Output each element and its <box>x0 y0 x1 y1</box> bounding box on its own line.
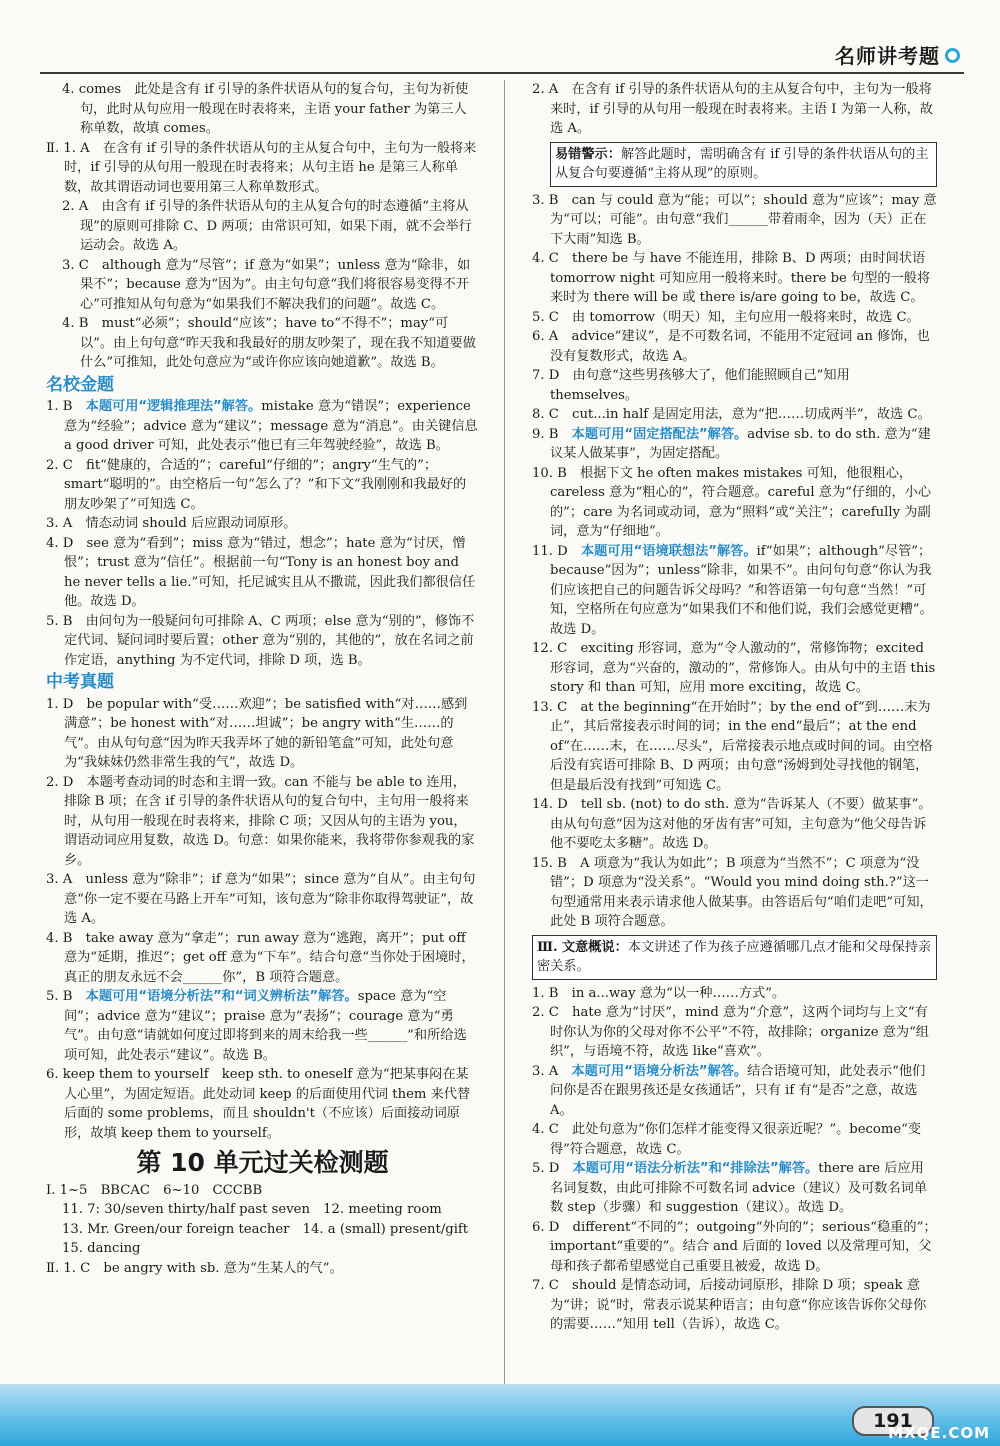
method-highlight: 本题可用“逻辑推理法”解答。 <box>85 399 262 414</box>
right-column <box>532 80 937 1335</box>
answer-item: 5. C 由 tomorrow（明天）知，主句应用一般将来时，故选 C。 <box>532 309 920 325</box>
footer-band <box>0 1384 1000 1446</box>
item-text: advise sb. to do sth. 意为“建议某人做某事”，为固定搭配。 <box>550 426 931 461</box>
answer-key-line: 13. Mr. Green/our foreign teacher 14. a (small) present/gift <box>62 1221 469 1237</box>
answer-key-line: Ⅱ. 1. C be angry with sb. 意为“生某人的气”。 <box>46 1260 343 1276</box>
answer-item: 14. D tell sb. (not) to do sth. 意为“告诉某人（不要）做某事”。由从句句意“因为这对他的牙齿有害”可知，主句意为“他父母告诉他不要吃太多糖”。故选 D。 <box>532 797 932 851</box>
item-text: 结合语境可知，此处表示“他们问你是否在跟男孩还是女孩通话”，只有 if 有“是否”之意，故选 A。 <box>550 1063 926 1118</box>
answer-item <box>532 1062 937 1121</box>
method-highlight: 本题可用“语境联想法”解答。 <box>580 543 757 559</box>
header-rule <box>40 72 964 74</box>
answer-item: 3. B can 与 could 意为“能；可以”；should 意为“应该”；may 意为“可以；可能”。由句意“我们______带着雨伞，因为（天）正在下大雨”知选 B。 <box>532 192 937 247</box>
answer-item: 4. C there be 与 have 不能连用，排除 B、D 两项；由时间状语 tomorrow night 可知应用一般将来时。there be 句型的一般将来时为 there will be 或 there is/are going to be，故选 C。 <box>532 251 931 305</box>
summary-box <box>532 935 937 980</box>
item-text: space 意为“空间”；advice 意为“建议”；praise 意为“表扬”；courage 意为“勇气”。由句意“请就如何度过即将到来的周末给我一些______”和所给选项可知，此处表示“建议”。故选 B。 <box>64 989 467 1063</box>
answer-item: 12. C exciting 形容词，意为“令人激动的”，常修饰物；excited 形容词，意为“兴奋的，激动的”，常修饰人。由从句中的主语 this story 和 than 可知，应用 more exciting，故选 C。 <box>532 641 936 695</box>
box-text: 解答此题时，需明确含有 if 引导的条件状语从句的主从复合句要遵循“主将从现”的原则。 <box>555 146 929 181</box>
answer-item: 10. B 根据下文 he often makes mistakes 可知，他很粗心，careless 意为“粗心的”，符合题意。careful 意为“仔细的，小心的”；care 为名词或动词，意为“照料”或“关注”；carefully 为副词，意为“仔细地”。 <box>532 465 932 539</box>
circle-bullet-icon <box>945 48 960 63</box>
answer-item: 4. comes 此处是含有 if 引导的条件状语从句的复合句，主句为祈使句，此时从句应用一般现在时表将来，主语 your father 为第三人称单数，故填 comes。 <box>62 82 469 136</box>
error-warning-box <box>550 142 937 187</box>
item-number: 3. A <box>532 1063 559 1079</box>
item-number: 5. D <box>532 1161 560 1176</box>
answer-item: 4. D see 意为“看到”；miss 意为“错过，想念”；hate 意为“讨厌，憎恨”；trust 意为“信任”。根据前一句“Tony is an honest boy and he never tells a lie.”可知，托尼诚实且从不撒谎，因此我们都很信任他。故选 D。 <box>46 535 476 609</box>
column-divider <box>504 80 505 1386</box>
box-lead: 文意概说： <box>561 939 628 955</box>
answer-item <box>46 397 479 456</box>
answer-item: 3. C although 意为“尽管”；if 意为“如果”；unless 意为“除非，如果不”；because 意为“因为”。由主句句意“我们将很容易变得不开心”可推知从句句意为“如果我们不解决我们的问题”。故选 C。 <box>62 257 471 312</box>
answer-item: 7. D 由句意“这些男孩够大了，他们能照顾自己”知用 themselves。 <box>532 368 850 403</box>
page-header <box>0 0 1000 80</box>
item-number: 11. D <box>532 543 568 559</box>
section-label: Ⅲ. <box>537 939 558 955</box>
answer-item: 1. B in a...way 意为“以一种……方式”。 <box>532 985 786 1001</box>
answer-item <box>46 987 479 1065</box>
answer-key-line: 11. 7: 30/seven thirty/half past seven 12. meeting room <box>62 1202 442 1217</box>
answer-item: 5. B 由问句为一般疑问句可排除 A、C 两项；else 意为“别的”，修饰不定代词、疑问词时要后置；other 意为“别的，其他的”，放在名词之前作定语，anything 为不定代词，排除 D 项，选 B。 <box>46 613 475 668</box>
answer-item: 4. C 此处句意为“你们怎样才能变得又很亲近呢？”。become“变得”符合题意，故选 C。 <box>532 1122 922 1157</box>
answer-item: 2. C hate 意为“讨厌”，mind 意为“介意”，这两个词均与上文“有时你认为你的父母对你不公平”不符，故排除；organize 意为“组织”，与语境不符，故选 like“喜欢”。 <box>532 1005 929 1059</box>
item-number: 1. B <box>46 399 73 414</box>
answer-item: 2. A 由含有 if 引导的条件状语从句的主从复合句的时态遵循“主将从现”的原则可排除 C、D 两项；由常识可知，如果下雨，就不会举行运动会。故选 A。 <box>62 199 472 253</box>
answer-item: 7. C should 是情态动词，后接动词原形，排除 D 项；speak 意为“讲；说”时，常表示说某种语言；由句意“你应该告诉你父母你的需要……”知用 tell（告诉），故选 C。 <box>532 1278 927 1332</box>
box-lead: 易错警示： <box>555 146 621 162</box>
answer-key-line: Ⅰ. 1~5 BBCAC 6~10 CCCBB <box>46 1182 263 1198</box>
answer-item: 6. D different“不同的”；outgoing“外向的”；serious“稳重的”；important“重要的”。结合 and 后面的 loved 以及常理可知，父母和孩子都希望感觉自己重要且被爱，故选 D。 <box>532 1219 937 1274</box>
box-text: 本文讲述了作为孩子应遵循哪几点才能和父母保持亲密关系。 <box>537 939 932 974</box>
answer-item: 4. B must“必须”；should“应该”；have to“不得不”；may“可以”。由上句句意“昨天我和我最好的朋友吵架了，现在我不知道要做什么”可推知，此处句意应为“或许你应该向她道歉”。故选 B。 <box>62 316 476 370</box>
method-highlight: 本题可用“语法分析法”和“排除法”解答。 <box>572 1161 819 1176</box>
item-text: there are 后应用名词复数，由此可排除不可数名词 advice（建议）及可数名词单数 step（步骤）和 suggestion（建议）。故选 D。 <box>550 1161 928 1215</box>
answer-item: 3. A 情态动词 should 后应跟动词原形。 <box>46 516 297 531</box>
item-number: 9. B <box>532 426 559 442</box>
header-brand: 名师讲考题 <box>835 44 940 68</box>
answer-item: 1. D be popular with“受……欢迎”；be satisfied with“对……感到满意”；be honest with“对……坦诚”；be angry with“生……的气”。由从句句意“因为昨天我弄坏了她的新铅笔盒”可知，此处句意为“我妹妹仍然非常生我的气”，故选 D。 <box>46 696 468 770</box>
unit-title: 第 10 单元过关检测题 <box>136 1148 389 1177</box>
item-text: mistake 意为“错误”；experience 意为“经验”；advice 意为“建议”；message 意为“消息”。由关键信息 a good driver 可知，此处表示“他已有三年驾驶经验”，故选 B。 <box>64 399 478 453</box>
answer-item: 6. keep them to yourself keep sth. to oneself 意为“把某事闷在某人心里”，为固定短语。此处动词 keep 的后面使用代词 them 来代替后面的 some problems，而且 shouldn't（不应该）后面接动词原形，故填 keep them to yourself。 <box>46 1067 471 1141</box>
section-heading-mingxiao: 名校金题 <box>46 374 114 395</box>
answer-item: 15. B A 项意为“我认为如此”；B 项意为“当然不”；C 项意为“没错”；D 项意为“没关系”。“Would you mind doing sth.?”这一句型通常用来表示请求他人做某事。由答语后句“咱们走吧”可知，此处 B 项符合题意。 <box>532 855 933 929</box>
answer-item: 2. A 在含有 if 引导的条件状语从句的主从复合句中，主句为一般将来时，if 引导的从句用一般现在时表将来。主语 I 为第一人称，故选 A。 <box>532 82 933 136</box>
item-number: 5. B <box>46 989 73 1004</box>
method-highlight: 本题可用“语境分析法”解答。 <box>571 1063 748 1079</box>
page-number: 191 <box>852 1406 934 1436</box>
answer-item <box>532 542 937 640</box>
method-highlight: 本题可用“固定搭配法”解答。 <box>571 426 748 442</box>
answer-item <box>532 425 937 464</box>
answer-item: Ⅱ. 1. A 在含有 if 引导的条件状语从句的主从复合句中，主句为一般将来时，if 引导的从句用一般现在时表将来；从句主语 he 是第三人称单数，故其谓语动词也要用第三人称单数形式。 <box>46 140 477 195</box>
method-highlight: 本题可用“语境分析法”和“词义辨析法”解答。 <box>85 989 358 1004</box>
left-column <box>46 80 479 1278</box>
answer-item: 2. C fit“健康的，合适的”；careful“仔细的”；angry“生气的”；smart“聪明的”。由空格后一句“怎么了？”和下文“我刚刚和我最好的朋友吵架了”可知选 C。 <box>46 457 467 512</box>
answer-item: 4. B take away 意为“拿走”；run away 意为“逃跑，离开”；put off 意为“延期，推迟”；get off 意为“下车”。结合句意“当你处于困境时，真正的朋友永远不会______你”，B 项符合题意。 <box>46 930 475 985</box>
section-heading-zhongkao: 中考真题 <box>46 672 114 692</box>
answer-item: 3. A unless 意为“除非”；if 意为“如果”；since 意为“自从”。由主句句意“你一定不要在马路上开车”可知，该句意为“除非你取得驾驶证”，故选 A。 <box>46 872 476 926</box>
answer-item: 2. D 本题考查动词的时态和主谓一致。can 不能与 be able to 连用，排除 B 项；在含 if 引导的条件状语从句的复合句中，主句用一般将来时，从句用一般现在时表将来，排除 C 项；又因从句的主语为 you，谓语动词应用复数，故选 D。句意：如果你能来，我将带你参观我的家乡。 <box>46 774 475 868</box>
item-text: if“如果”；although“尽管”；because“因为”；unless“除非，如果不”。由问句句意“你认为我们应该把自己的问题告诉父母吗？”和答语第一句句意“当然！”可知，空格所在句应意为“如果我们不和他们说，我们会感觉更糟”。故选 D。 <box>550 543 933 637</box>
answer-key-line: 15. dancing <box>62 1241 141 1256</box>
answer-item: 8. C cut...in half 是固定用法，意为“把……切成两半”，故选 C。 <box>532 407 931 422</box>
answer-item: 6. A advice“建议”，是不可数名词，不能用不定冠词 an 修饰，也没有复数形式，故选 A。 <box>532 329 930 364</box>
answer-item <box>532 1159 937 1218</box>
answer-item: 13. C at the beginning“在开始时”；by the end of“到……末为止”，其后常接表示时间的词；in the end“最后”；at the end of“在……末，在……尽头”，后常接表示地点或时间的词。由空格后没有宾语可排除 B、D 两项；由句意“汤姆到处寻找他的钢笔，但是最后没有找到”可知选 C。 <box>532 699 933 793</box>
watermark: MXQE.COM <box>888 1424 990 1442</box>
